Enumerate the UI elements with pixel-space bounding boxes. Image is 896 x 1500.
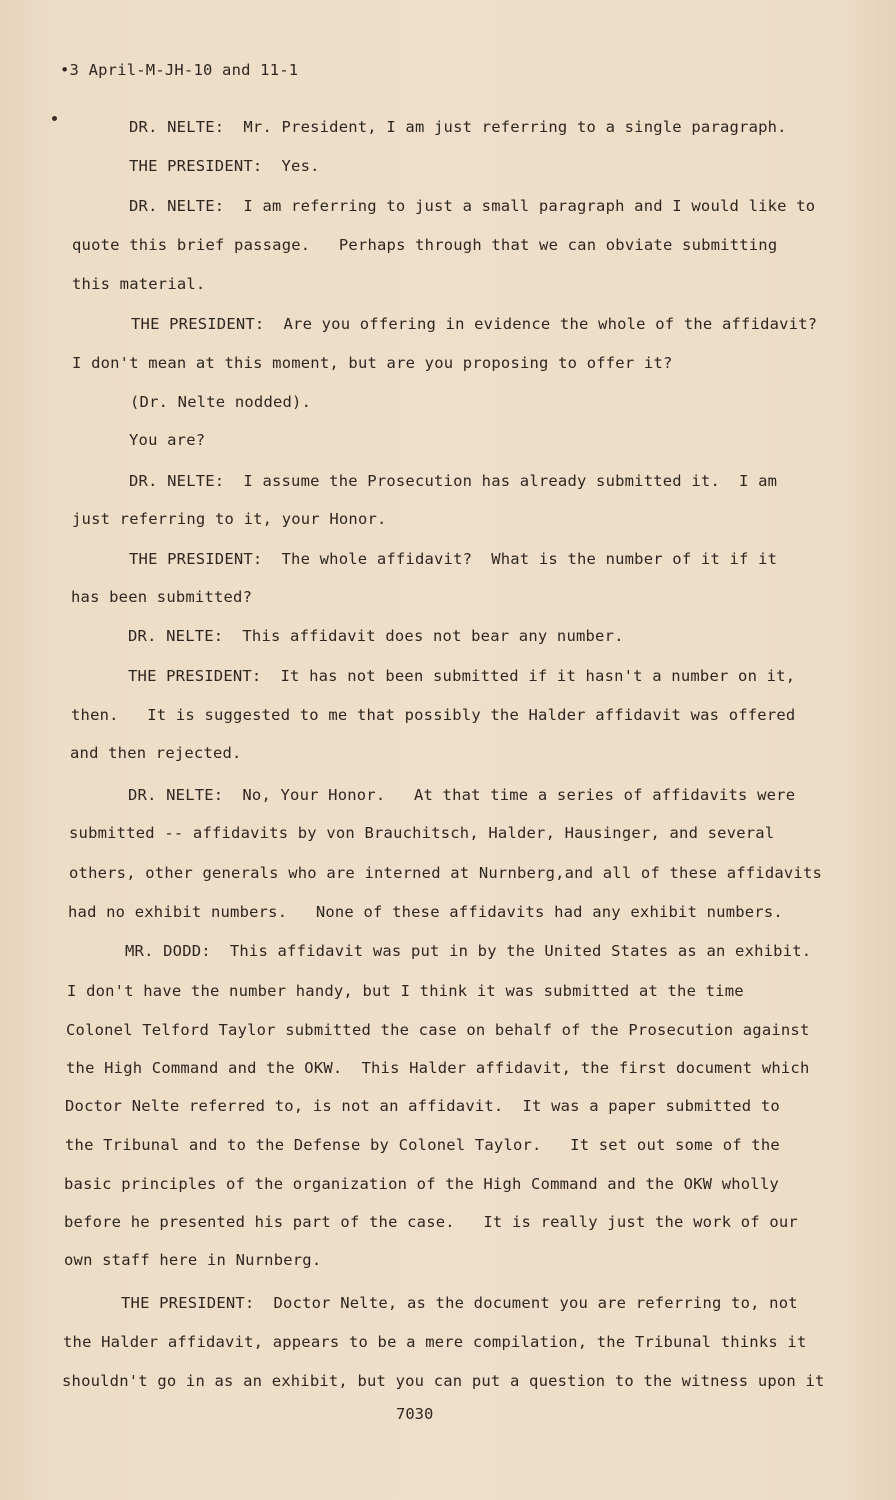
- transcript-line: MR. DODD: This affidavit was put in by the United States as an exhibit.: [125, 942, 812, 960]
- transcript-line: You are?: [129, 431, 206, 449]
- transcript-line: before he presented his part of the case. It is really just the work of our: [64, 1213, 798, 1231]
- transcript-line: I don't have the number handy, but I think it was submitted at the time: [67, 982, 744, 1000]
- transcript-line: quote this brief passage. Perhaps through that we can obviate submitting: [72, 236, 778, 254]
- transcript-line: Colonel Telford Taylor submitted the case on behalf of the Prosecution against: [66, 1021, 810, 1039]
- transcript-line: the Halder affidavit, appears to be a mere compilation, the Tribunal thinks it: [63, 1333, 807, 1351]
- transcript-line: others, other generals who are interned at Nurnberg,and all of these affidavits: [69, 864, 823, 882]
- transcript-line: had no exhibit numbers. None of these affidavits had any exhibit numbers.: [68, 903, 783, 921]
- margin-mark: [52, 116, 57, 121]
- transcript-line: the High Command and the OKW. This Halder affidavit, the first document which: [66, 1059, 810, 1077]
- transcript-line: I don't mean at this moment, but are you proposing to offer it?: [72, 354, 673, 372]
- transcript-line: Doctor Nelte referred to, is not an affidavit. It was a paper submitted to: [65, 1097, 780, 1115]
- transcript-line: DR. NELTE: Mr. President, I am just referring to a single paragraph.: [129, 118, 787, 136]
- transcript-line: shouldn't go in as an exhibit, but you can put a question to the witness upon it: [62, 1372, 825, 1390]
- transcript-line: DR. NELTE: No, Your Honor. At that time a series of affidavits were: [128, 786, 796, 804]
- transcript-line: this material.: [72, 275, 206, 293]
- transcript-line: THE PRESIDENT: Doctor Nelte, as the document you are referring to, not: [121, 1294, 798, 1312]
- transcript-line: DR. NELTE: I assume the Prosecution has already submitted it. I am: [129, 472, 778, 490]
- transcript-line: submitted -- affidavits by von Brauchitsch, Halder, Hausinger, and several: [69, 824, 775, 842]
- transcript-line: just referring to it, your Honor.: [72, 510, 387, 528]
- transcript-line: has been submitted?: [71, 588, 253, 606]
- transcript-line: THE PRESIDENT: Yes.: [129, 157, 320, 175]
- page-number: 7030: [396, 1405, 434, 1423]
- transcript-line: basic principles of the organization of the High Command and the OKW wholly: [64, 1175, 779, 1193]
- transcript-line: (Dr. Nelte nodded).: [130, 393, 312, 411]
- transcript-line: THE PRESIDENT: Are you offering in evidence the whole of the affidavit?: [131, 315, 818, 333]
- transcript-line: and then rejected.: [70, 744, 242, 762]
- page-header-reference: •3 April-M-JH-10 and 11-1: [60, 61, 299, 79]
- transcript-line: DR. NELTE: This affidavit does not bear any number.: [128, 627, 624, 645]
- transcript-line: THE PRESIDENT: The whole affidavit? What is the number of it if it: [129, 550, 778, 568]
- transcript-line: THE PRESIDENT: It has not been submitted if it hasn't a number on it,: [128, 667, 796, 685]
- transcript-line: the Tribunal and to the Defense by Colonel Taylor. It set out some of the: [65, 1136, 780, 1154]
- transcript-line: own staff here in Nurnberg.: [64, 1251, 322, 1269]
- transcript-line: then. It is suggested to me that possibly the Halder affidavit was offered: [71, 706, 796, 724]
- transcript-line: DR. NELTE: I am referring to just a small paragraph and I would like to: [129, 197, 816, 215]
